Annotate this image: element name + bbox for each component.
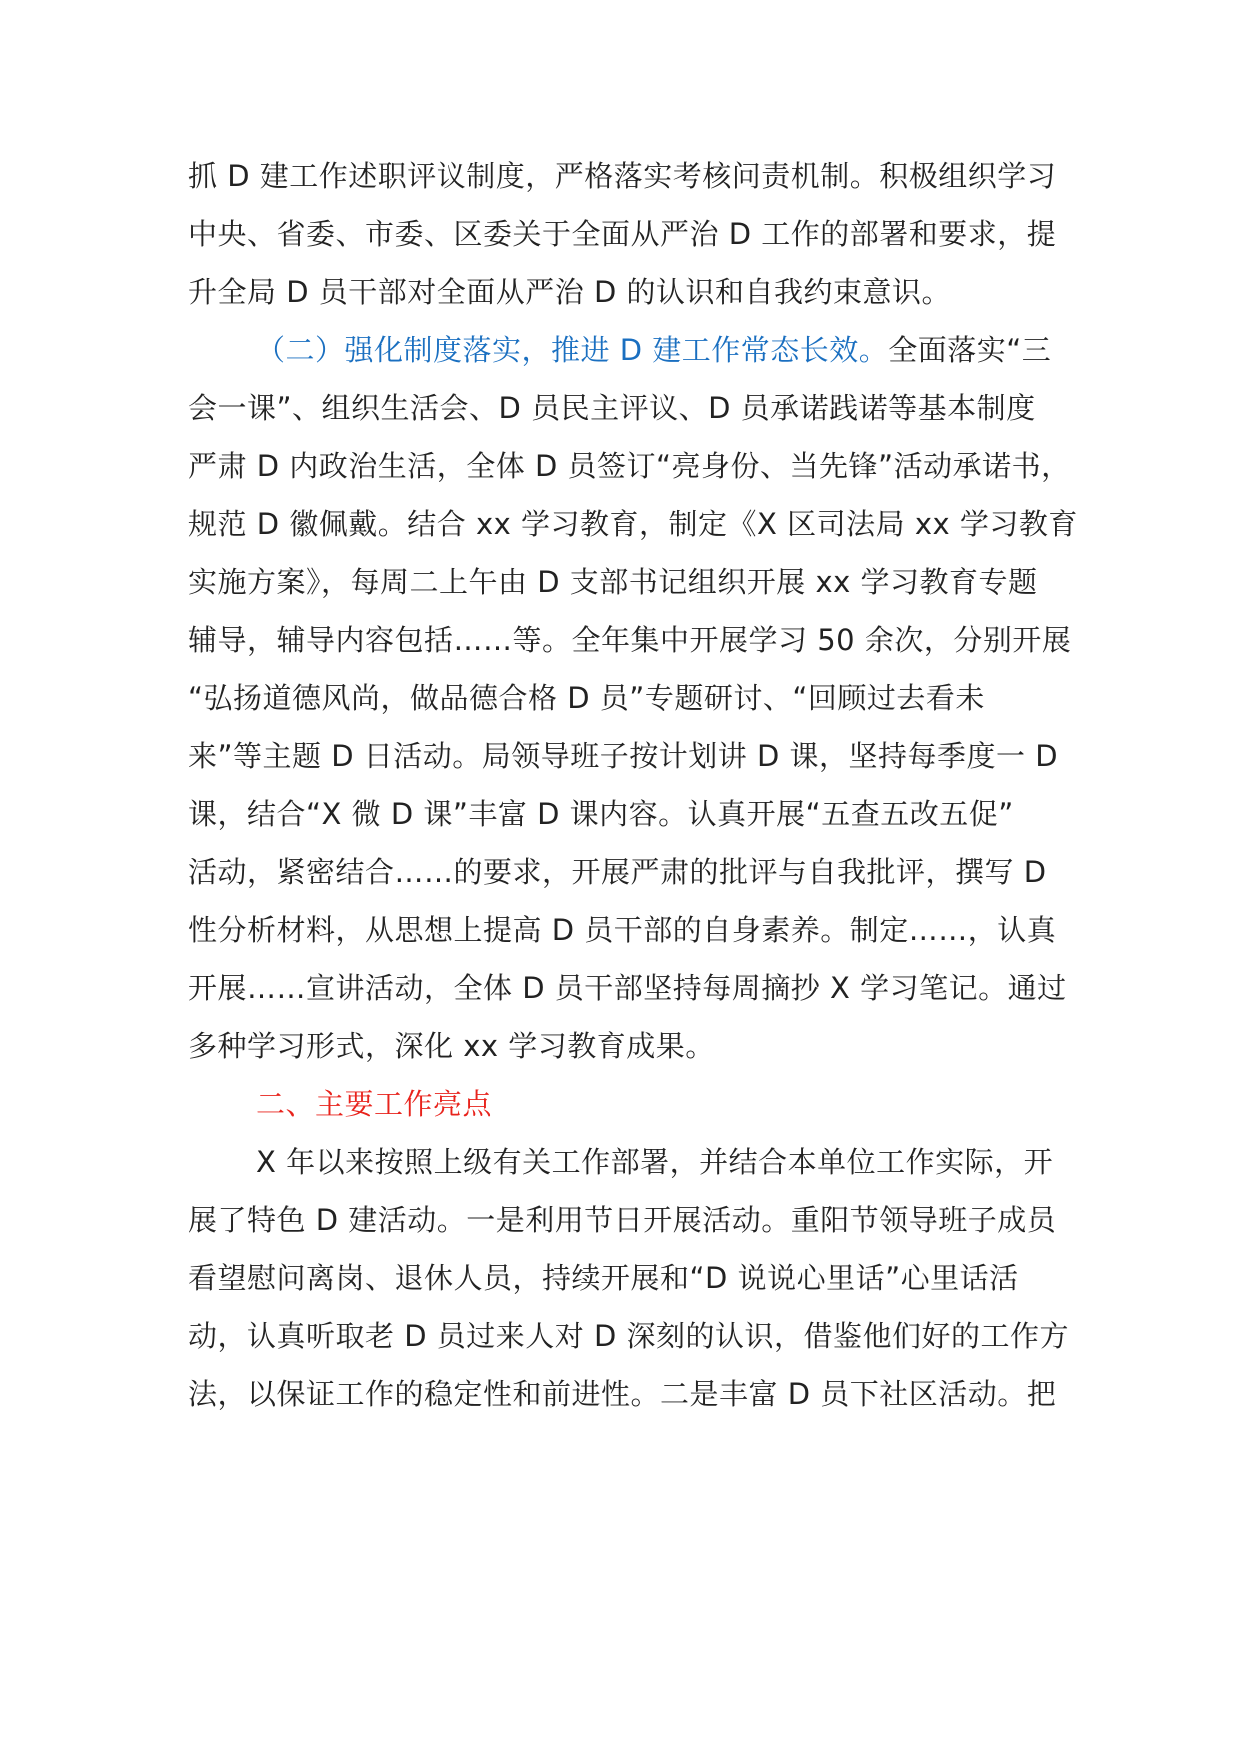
paragraph-line: 看望慰问离岗、退休人员，持续开展和“D 说说心里话”心里话活 (188, 1261, 1019, 1295)
paragraph-line: 来”等主题 D 日活动。局领导班子按计划讲 D 课，坚持每季度一 D (188, 739, 1059, 773)
paragraph-line: 活动，紧密结合……的要求，开展严肃的批评与自我批评，撰写 D (188, 855, 1047, 889)
section-subheading: （二）强化制度落实，推进 D 建工作常态长效。 (256, 333, 889, 367)
paragraph-line: 会一课”、组织生活会、D 员民主评议、D 员承诺践诺等基本制度 (188, 391, 1036, 425)
section-subheading-line (256, 330, 1051, 370)
paragraph-line: 中央、省委、市委、区委关于全面从严治 D 工作的部署和要求，提 (188, 217, 1057, 251)
paragraph-text: 全面落实“三 (888, 333, 1052, 367)
paragraph-line: 性分析材料，从思想上提高 D 员干部的自身素养。制定……，认真 (188, 913, 1057, 947)
paragraph-line: 严肃 D 内政治生活，全体 D 员签订“亮身份、当先锋”活动承诺书， (188, 449, 1071, 483)
paragraph-line: 抓 D 建工作述职评议制度，严格落实考核问责机制。积极组织学习 (188, 159, 1057, 193)
paragraph-line: “弘扬道德风尚，做品德合格 D 员”专题研讨、“回顾过去看未 (188, 681, 985, 715)
paragraph-line: 开展……宣讲活动，全体 D 员干部坚持每周摘抄 X 学习笔记。通过 (188, 971, 1067, 1005)
paragraph-line: 展了特色 D 建活动。一是利用节日开展活动。重阳节领导班子成员 (188, 1203, 1057, 1237)
paragraph-line: 辅导，辅导内容包括……等。全年集中开展学习 50 余次，分别开展 (188, 623, 1072, 657)
paragraph-line: 实施方案》，每周二上午由 D 支部书记组织开展 xx 学习教育专题 (188, 565, 1038, 599)
paragraph-line: 动，认真听取老 D 员过来人对 D 深刻的认识，借鉴他们好的工作方 (188, 1319, 1070, 1353)
paragraph-line: 法，以保证工作的稳定性和前进性。二是丰富 D 员下社区活动。把 (188, 1377, 1057, 1411)
paragraph-line: 升全局 D 员干部对全面从严治 D 的认识和自我约束意识。 (188, 275, 952, 309)
paragraph-line: 多种学习形式，深化 xx 学习教育成果。 (188, 1029, 715, 1063)
section-heading: 二、主要工作亮点 (256, 1087, 493, 1121)
paragraph-line: X 年以来按照上级有关工作部署，并结合本单位工作实际，开 (256, 1145, 1054, 1179)
paragraph-line: 课，结合“X 微 D 课”丰富 D 课内容。认真开展“五查五改五促” (188, 797, 1014, 831)
paragraph-line: 规范 D 徽佩戴。结合 xx 学习教育，制定《X 区司法局 xx 学习教育 (188, 507, 1078, 541)
